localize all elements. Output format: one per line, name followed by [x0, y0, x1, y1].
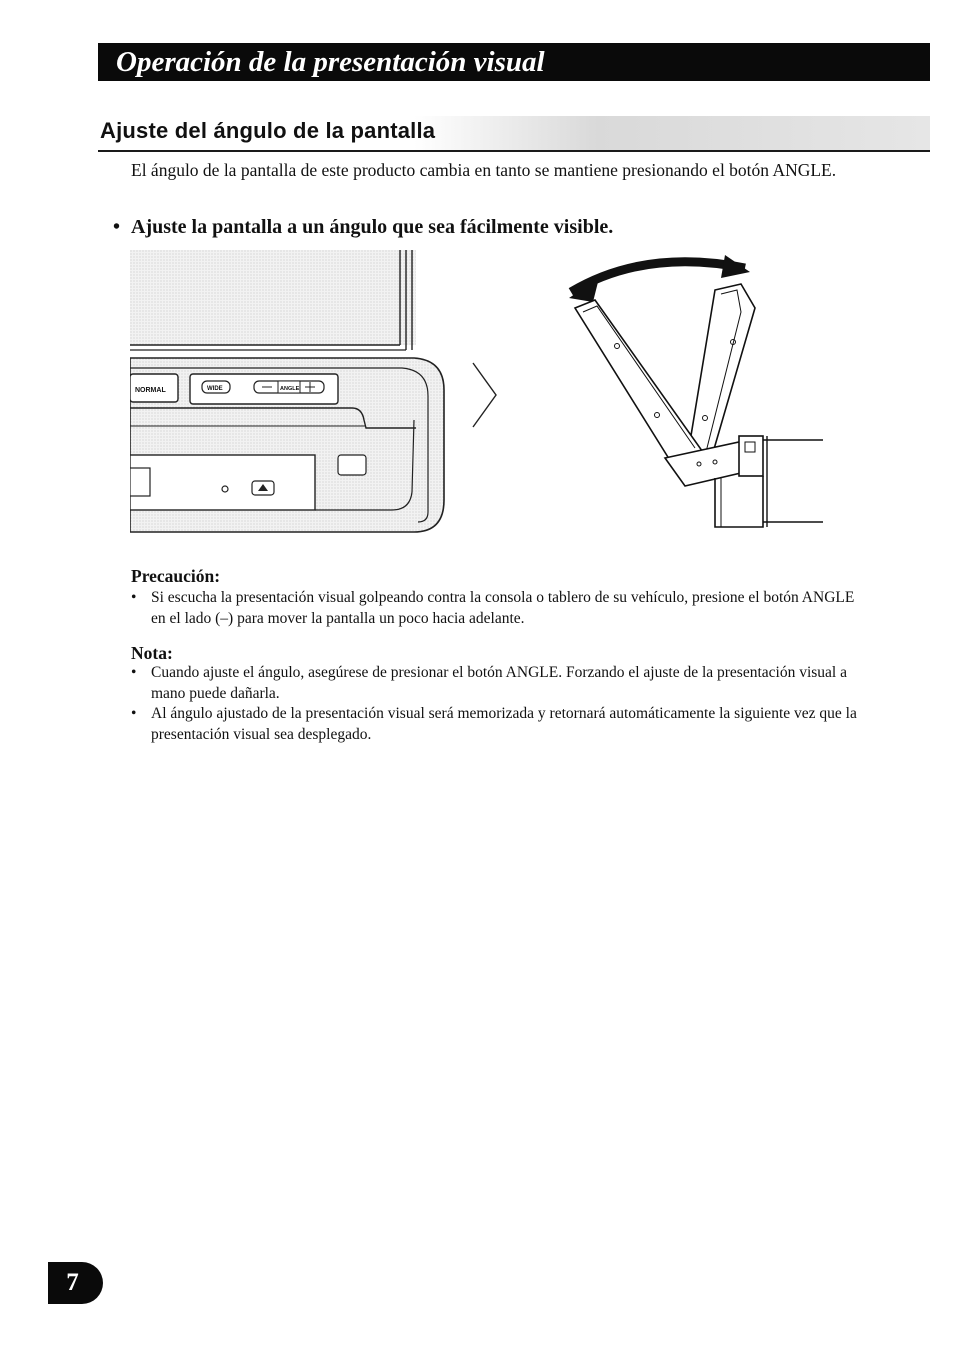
instruction-text: Ajuste la pantalla a un ángulo que sea fácilmente visible.	[131, 216, 614, 238]
display-front-illustration	[130, 250, 450, 536]
page-number-tab: 7	[48, 1262, 103, 1304]
precaution-list	[131, 588, 871, 629]
section-header	[98, 116, 930, 152]
section-title: Ajuste del ángulo de la pantalla	[100, 118, 436, 143]
bullet-icon: •	[113, 216, 121, 238]
angle-tilt-illustration	[555, 250, 830, 535]
chapter-banner: Operación de la presentación visual	[98, 43, 930, 81]
normal-button-label: NORMAL	[135, 387, 166, 394]
list-item: • Al ángulo ajustado de la presentación visual será memorizada y retornará automáticamente la siguiente vez que la presentación visual sea desplegado.	[131, 704, 871, 745]
instruction-line	[113, 216, 913, 239]
list-item: • Cuando ajuste el ángulo, asegúrese de presionar el botón ANGLE. Forzando el ajuste de la presentación visual a mano puede dañarla.	[131, 663, 871, 704]
list-item: • Si escucha la presentación visual golpeando contra la consola o tablero de su vehículo, presione el botón ANGLE en el lado (–) para mover la pantalla un poco hacia adelante.	[131, 588, 871, 629]
angle-button-label: ANGLE	[280, 386, 300, 392]
pointer-arrow-icon	[470, 360, 500, 430]
intro-paragraph: El ángulo de la pantalla de este producto cambia en tanto se mantiene presionando el botón ANGLE.	[131, 160, 837, 180]
wide-button-label: WIDE	[207, 386, 223, 392]
precaution-heading: Precaución:	[131, 566, 221, 586]
note-list	[131, 663, 871, 745]
note-heading: Nota:	[131, 643, 173, 663]
